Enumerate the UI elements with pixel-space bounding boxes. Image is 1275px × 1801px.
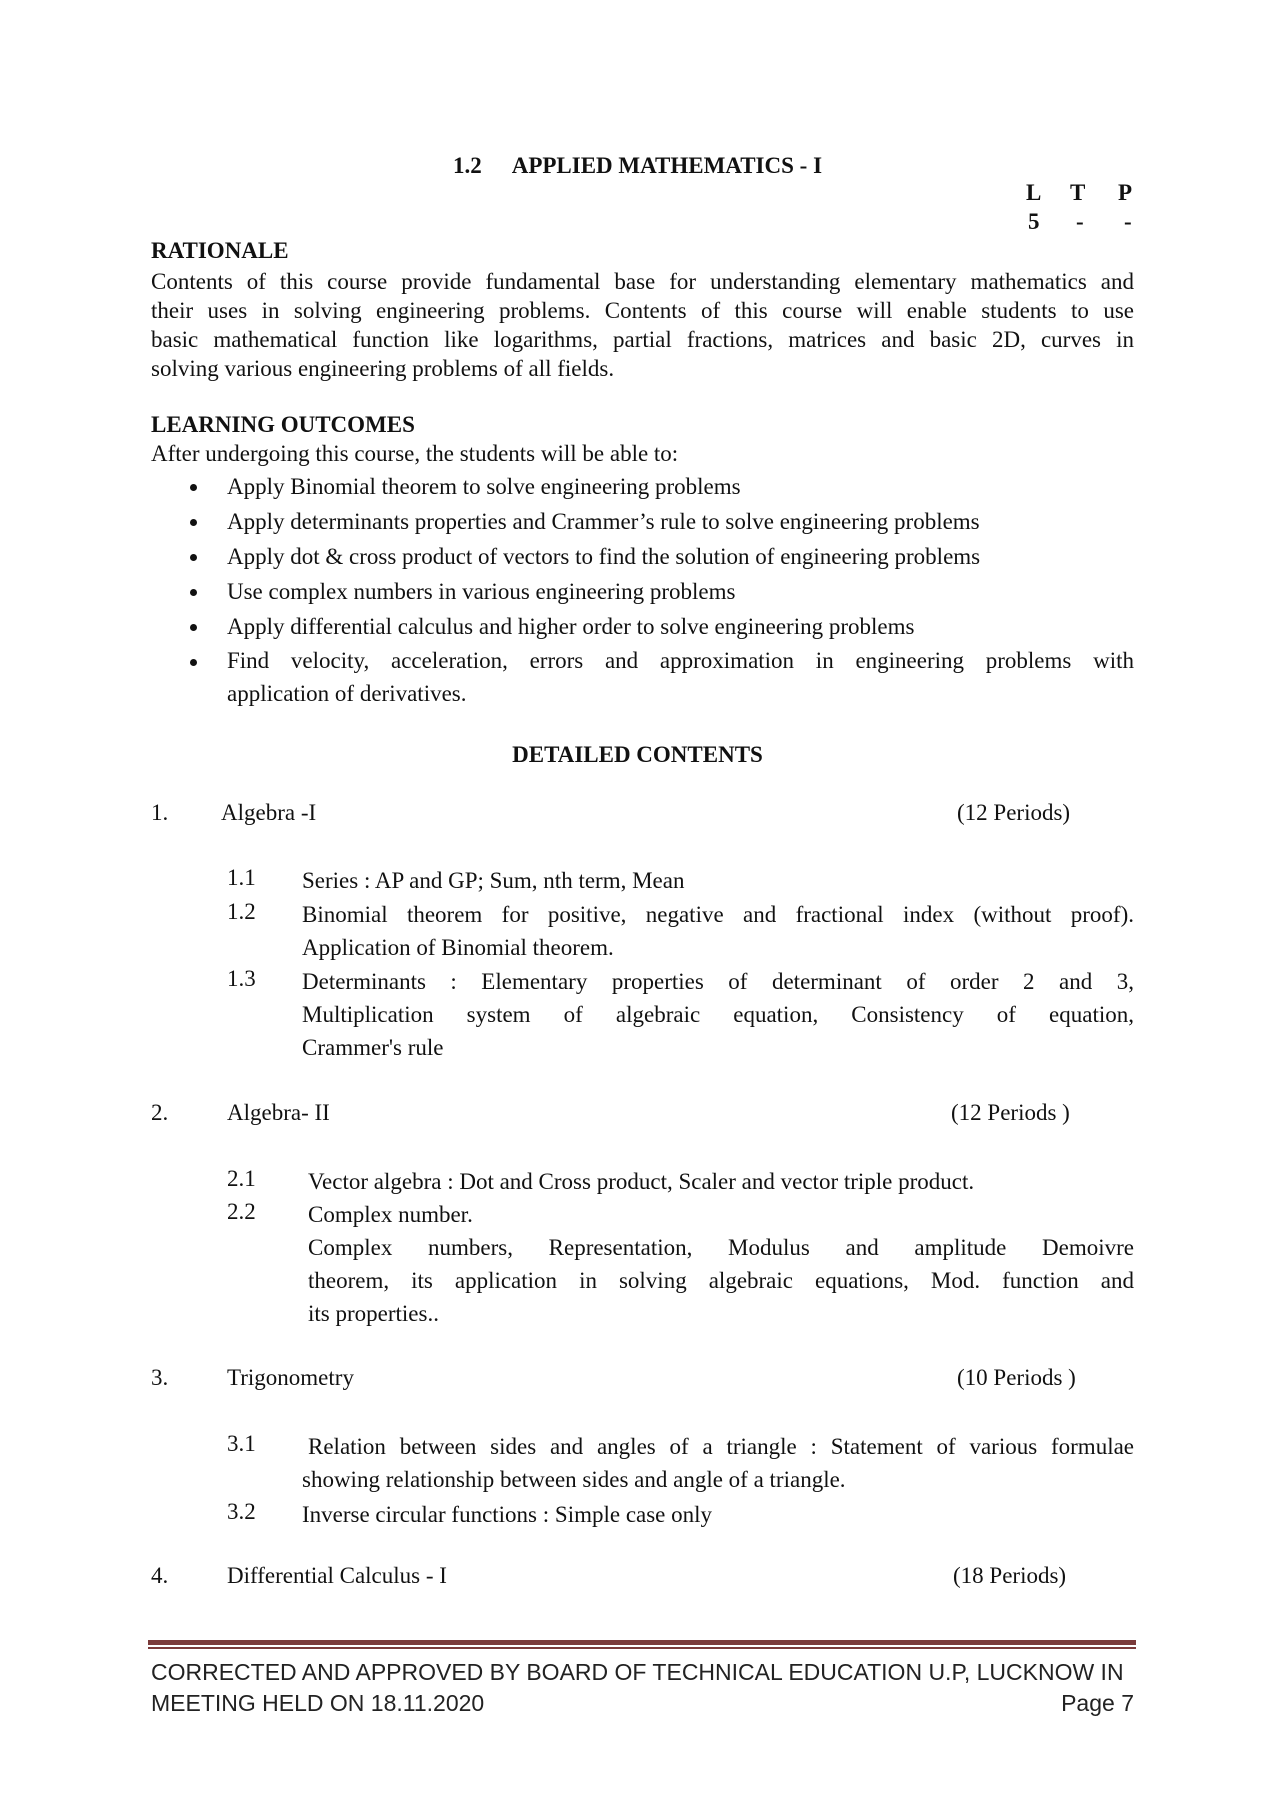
subsection-number: 1.2 — [227, 899, 256, 924]
subsection-line: Binomial theorem for positive, negative and fractional index (without proof). — [302, 902, 1134, 927]
rationale-line: their uses in solving engineering problems. Contents of this course will enable students to use — [151, 298, 1134, 323]
subsection-line: Multiplication system of algebraic equation, Consistency of equation, — [302, 1002, 1134, 1027]
footer-divider — [148, 1640, 1136, 1645]
section-row — [151, 800, 1134, 830]
section-title: Trigonometry — [227, 1365, 354, 1390]
rationale-text — [151, 267, 1134, 383]
footer-approval-line: CORRECTED AND APPROVED BY BOARD OF TECHNICAL EDUCATION U.P, LUCKNOW IN — [151, 1659, 1124, 1685]
bullet-icon — [190, 519, 197, 526]
section-title: Algebra- II — [227, 1100, 330, 1125]
learning-outcomes-intro: After undergoing this course, the students will be able to: — [151, 441, 679, 466]
section-number: 2. — [151, 1100, 169, 1125]
ltp-p-value: - — [1124, 209, 1132, 234]
list-item: Apply differential calculus and higher order to solve engineering problems — [190, 609, 1134, 644]
bullet-icon — [190, 554, 197, 561]
subsection-line: theorem, its application in solving algebraic equations, Mod. function and — [308, 1268, 1134, 1293]
bullet-icon — [190, 484, 197, 491]
section-row — [151, 1100, 1134, 1130]
subsection-line: Series : AP and GP; Sum, nth term, Mean — [302, 868, 685, 893]
section-periods: (12 Periods ) — [951, 1100, 1070, 1125]
footer-divider-thin — [148, 1647, 1136, 1649]
section-number: 3. — [151, 1365, 169, 1390]
list-item: Apply dot & cross product of vectors to find the solution of engineering problems — [190, 539, 1134, 574]
list-item: Apply determinants properties and Crammer’s rule to solve engineering problems — [190, 504, 1134, 539]
ltp-l-header: L — [1026, 180, 1042, 205]
section-row — [151, 1563, 1134, 1593]
subsection-line: Complex number. — [308, 1202, 473, 1227]
section-row — [151, 1365, 1134, 1395]
ltp-l-value: 5 — [1028, 209, 1040, 234]
learning-outcomes-heading: LEARNING OUTCOMES — [151, 412, 415, 437]
course-title — [0, 153, 1275, 179]
subsection-line: showing relationship between sides and angle of a triangle. — [302, 1467, 846, 1492]
ltp-p-header: P — [1118, 180, 1133, 205]
rationale-line: basic mathematical function like logarithms, partial fractions, matrices and basic 2D, curves in — [151, 327, 1134, 352]
subsection-line: Relation between sides and angles of a triangle : Statement of various formulae — [308, 1434, 1134, 1459]
bullet-icon — [190, 589, 197, 596]
list-item: Use complex numbers in various engineering problems — [190, 574, 1134, 609]
bullet-icon — [190, 659, 197, 666]
section-periods: (10 Periods ) — [957, 1365, 1076, 1390]
subsection-line: Determinants : Elementary properties of determinant of order 2 and 3, — [302, 969, 1134, 994]
footer — [151, 1657, 1134, 1719]
subsection-number: 3.2 — [227, 1499, 256, 1524]
subsection-number: 2.2 — [227, 1199, 256, 1224]
subsection-number: 1.1 — [227, 865, 256, 890]
bullet-icon — [190, 624, 197, 631]
subsection-number: 1.3 — [227, 966, 256, 991]
subsection-number: 2.1 — [227, 1166, 256, 1191]
footer-meeting-date: MEETING HELD ON 18.11.2020 — [151, 1690, 485, 1716]
detailed-contents-heading: DETAILED CONTENTS — [512, 742, 763, 767]
list-item: Apply Binomial theorem to solve engineering problems — [190, 469, 1134, 504]
rationale-line: Contents of this course provide fundamental base for understanding elementary mathematics and — [151, 269, 1134, 294]
rationale-line: solving various engineering problems of all fields. — [151, 356, 615, 381]
rationale-heading: RATIONALE — [151, 238, 289, 263]
ltp-table — [1020, 180, 1136, 240]
subsection-line: Crammer's rule — [302, 1035, 444, 1060]
subsection-line: its properties.. — [308, 1301, 439, 1326]
section-title: Differential Calculus - I — [227, 1563, 447, 1588]
list-item: Find velocity, acceleration, errors and approximation in engineering problems with application of derivatives. — [190, 644, 1134, 710]
subsection-line: Inverse circular functions : Simple case only — [302, 1502, 713, 1527]
subsection-line: Vector algebra : Dot and Cross product, Scaler and vector triple product. — [308, 1169, 975, 1194]
subsection-line: Application of Binomial theorem. — [302, 935, 614, 960]
subsection-number: 3.1 — [227, 1431, 256, 1456]
page-number: Page 7 — [1061, 1690, 1134, 1716]
ltp-t-value: - — [1076, 209, 1084, 234]
learning-outcomes-list — [190, 469, 1134, 710]
section-number: 1. — [151, 800, 169, 825]
course-number: 1.2 — [452, 153, 482, 178]
ltp-t-header: T — [1070, 180, 1086, 205]
section-periods: (12 Periods) — [957, 800, 1071, 825]
subsection-line: Complex numbers, Representation, Modulus and amplitude Demoivre — [308, 1235, 1134, 1260]
course-name: APPLIED MATHEMATICS - I — [511, 153, 823, 178]
section-number: 4. — [151, 1563, 169, 1588]
section-title: Algebra -I — [221, 800, 317, 825]
section-periods: (18 Periods) — [953, 1563, 1067, 1588]
